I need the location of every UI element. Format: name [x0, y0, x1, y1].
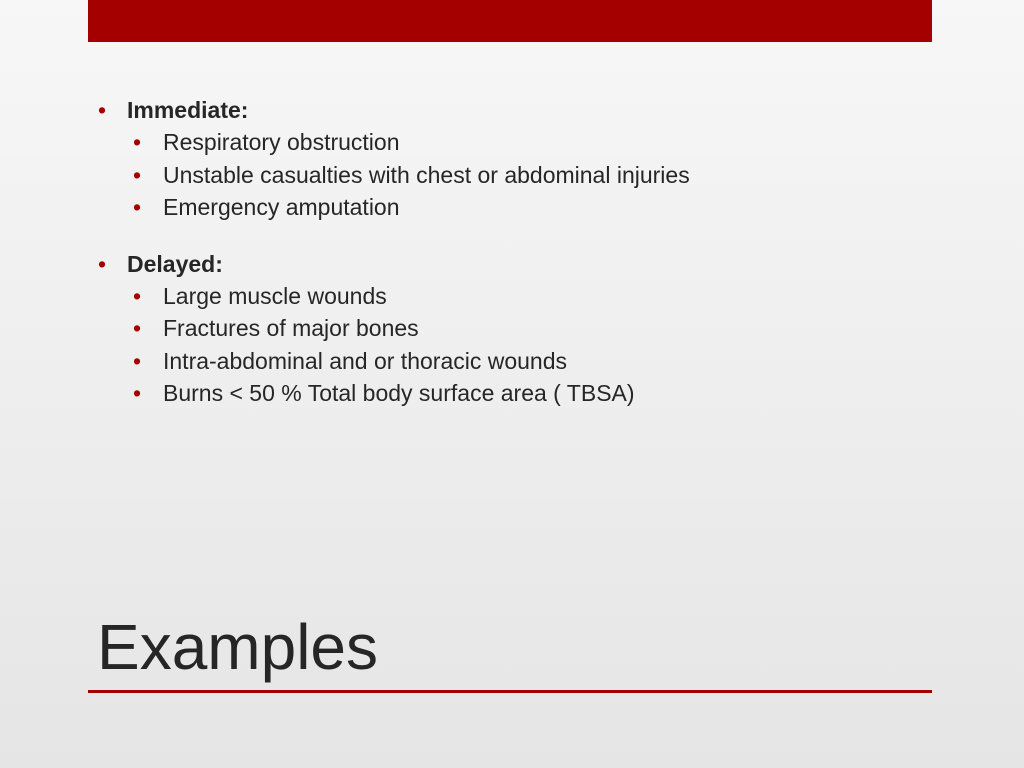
- bullet-icon: •: [133, 282, 142, 309]
- slide-title: Examples: [97, 611, 378, 683]
- bullet-icon: •: [98, 97, 107, 123]
- list-item-text: Unstable casualties with chest or abdominal injuries: [163, 161, 690, 188]
- bullet-icon: •: [133, 347, 142, 374]
- list-item: [96, 191, 926, 224]
- header-accent-bar: [88, 0, 932, 42]
- list-item: [96, 126, 926, 159]
- list-item-text: Fractures of major bones: [163, 315, 419, 341]
- heading-text: Delayed:: [127, 250, 223, 277]
- list-item-text: Emergency amputation: [163, 194, 400, 220]
- bullet-icon: •: [133, 315, 142, 341]
- heading-text: Immediate:: [127, 97, 249, 123]
- list-item: [96, 377, 926, 410]
- list-item: [96, 159, 926, 192]
- bullet-list: [96, 94, 926, 410]
- list-item-text: Respiratory obstruction: [163, 129, 400, 155]
- list-heading: [96, 248, 926, 280]
- list-item-text: Large muscle wounds: [163, 282, 387, 309]
- list-item: [96, 345, 926, 378]
- list-item: [96, 312, 926, 345]
- bullet-icon: •: [98, 250, 107, 277]
- group-delayed: [96, 248, 926, 410]
- bullet-icon: •: [133, 129, 142, 155]
- title-underline: [88, 690, 932, 693]
- bullet-icon: •: [133, 194, 142, 220]
- bullet-icon: •: [133, 380, 142, 406]
- list-item: [96, 280, 926, 313]
- group-immediate: [96, 94, 926, 224]
- bullet-icon: •: [133, 161, 142, 188]
- list-item-text: Burns < 50 % Total body surface area ( TBSA): [163, 380, 635, 406]
- list-heading: [96, 94, 926, 126]
- list-item-text: Intra-abdominal and or thoracic wounds: [163, 347, 568, 374]
